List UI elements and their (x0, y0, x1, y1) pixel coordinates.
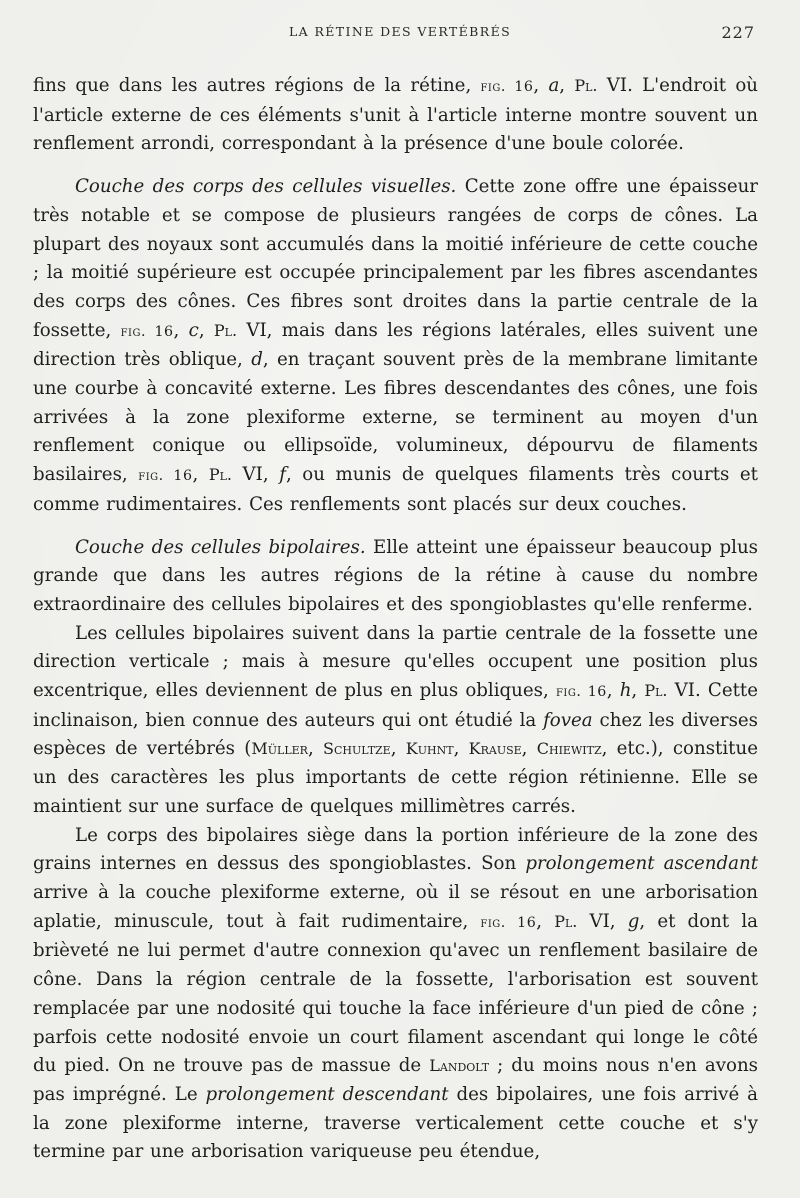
section-heading: Couche des corps des cellules visuelles. (75, 176, 457, 198)
author-name: Schultze (323, 739, 391, 759)
figure-letter: f (279, 464, 286, 486)
text-run: , (606, 680, 620, 702)
text-run: VI, (231, 464, 280, 486)
paragraph-3 (33, 534, 758, 620)
figure-reference: fig. 16 (480, 914, 537, 931)
italic-term: prolongement descendant (205, 1083, 449, 1105)
text-run: Cette zone offre une épaisseur très notable et se compose de plusieurs rangées de corps de cônes. La plupart des noyaux sont accumulés dans la moitié inférieure de cette couche ; la moitié supérieure est occupée principalement par les fibres ascendantes des corps des cônes. Ces fibres sont droites dans la partie centrale de la fossette, (33, 176, 758, 341)
figure-reference: fig. 16 (555, 684, 607, 701)
text-run: , (192, 464, 209, 486)
text-run: Elle atteint une épaisseur beaucoup plus grande que dans les autres régions de la rétine à cause du nombre extraordinaire des cellules bipolaires et des spongioblastes qu'elle renferme. (33, 536, 759, 615)
paragraph-5 (33, 822, 758, 1167)
author-name: Müller (251, 739, 308, 759)
text-run: , (173, 319, 189, 341)
text-run: Le corps des bipolaires siège dans la portion inférieure de la zone des grains internes en dessus des spongioblastes. Son (33, 824, 758, 875)
author-name: Landolt (429, 1056, 490, 1076)
text-run: des bipolaires, une fois arrivé à la zone plexiforme interne, traverse verticalement cette couche et s'y termine par une arborisation variqueuse peu étendue, (33, 1083, 758, 1163)
text-run: , (453, 738, 469, 760)
text-run: , et dont la brièveté ne lui permet d'autre connexion qu'avec un renflement basilaire de cône. Dans la région centrale de la fossette, l'arborisation est souvent remplacée par une nodosité qui touche la face inférieure d'un pied de cône ; parfois cette nodosité envoie un court filament ascendant qui longe le côté du pied. On ne trouve pas de massue de (33, 910, 758, 1077)
figure-letter: d (251, 349, 263, 371)
plate-reference: Pl. (574, 76, 598, 95)
text-run: VI, (577, 910, 628, 932)
italic-term: fovea (543, 709, 593, 731)
text-run: VI, mais dans les régions latérales, elles suivent une direction très oblique, (33, 319, 758, 371)
text-run: arrive à la couche plexiforme externe, où il se résout en une arborisation aplatie, minuscule, tout à fait rudimentaire, (33, 881, 758, 932)
text-run: , (631, 680, 645, 702)
text-run: , (559, 75, 575, 96)
text-run: , en traçant souvent près de la membrane limitante une courbe à concavité externe. Les fibres descendantes des cônes, une fois arrivées à la zone plexiforme externe, se terminent au moyen d'un renflement conique ou ellipsoïde, volumineux, dépourvu de filaments basilaires, (33, 349, 758, 486)
page-number: 227 (721, 23, 755, 42)
author-name: Kuhnt (405, 739, 454, 759)
figure-reference: fig. 16 (138, 468, 193, 485)
text-run: , (533, 75, 549, 96)
text-run: VI. L'endroit où l'article externe de ces éléments s'unit à l'article interne montre souvent un renflement arrondi, correspondant à la présence d'une boule colorée. (33, 75, 758, 155)
running-header (0, 24, 800, 48)
body-text (33, 72, 758, 1167)
italic-term: prolongement ascendant (525, 853, 758, 875)
text-run: , (536, 910, 555, 932)
figure-letter: a (548, 75, 560, 96)
text-run: fins que dans les autres régions de la rétine, (33, 75, 481, 96)
running-title: LA RÉTINE DES VERTÉBRÉS (288, 24, 512, 39)
figure-letter: c (188, 319, 199, 341)
text-run: , etc.), constitue un des caractères les plus importants de cette région rétinienne. Elle se maintient sur une surface de quelques millimètres carrés. (33, 738, 758, 817)
text-run: Les cellules bipolaires suivent dans la partie centrale de la fossette une direction verticale ; mais à mesure qu'elles occupent une position plus excentrique, elles deviennent de plus en plus obliques, (33, 622, 758, 702)
text-run: , (390, 738, 406, 760)
plate-reference: Pl. (208, 465, 232, 485)
figure-reference: fig. 16 (120, 323, 174, 340)
text-run: ; du moins nous n'en avons pas imprégné. Le (33, 1055, 758, 1105)
text-run: , (521, 738, 537, 760)
text-run: , (307, 738, 324, 760)
figure-letter: h (619, 680, 632, 702)
plate-reference: Pl. (554, 911, 578, 931)
plate-reference: Pl. (213, 320, 238, 340)
text-run: VI. Cette inclinaison, bien connue des auteurs qui ont étudié la (33, 680, 758, 731)
plate-reference: Pl. (644, 681, 668, 701)
section-heading: Couche des cellules bipolaires. (75, 536, 366, 558)
paragraph-2 (33, 173, 758, 519)
figure-reference: fig. 16 (480, 79, 534, 95)
author-name: Chiewitz (536, 739, 602, 759)
paragraph-4 (33, 620, 758, 822)
paragraph-1 (33, 72, 758, 159)
text-run: , ou munis de quelques filaments très courts et comme rudimentaires. Ces renflements sont placés sur deux couches. (33, 464, 758, 515)
author-name: Krause (468, 739, 522, 759)
text-run: chez les diverses espèces de vertébrés ( (33, 709, 758, 760)
figure-letter: g (627, 910, 640, 932)
text-run: , (198, 319, 214, 341)
